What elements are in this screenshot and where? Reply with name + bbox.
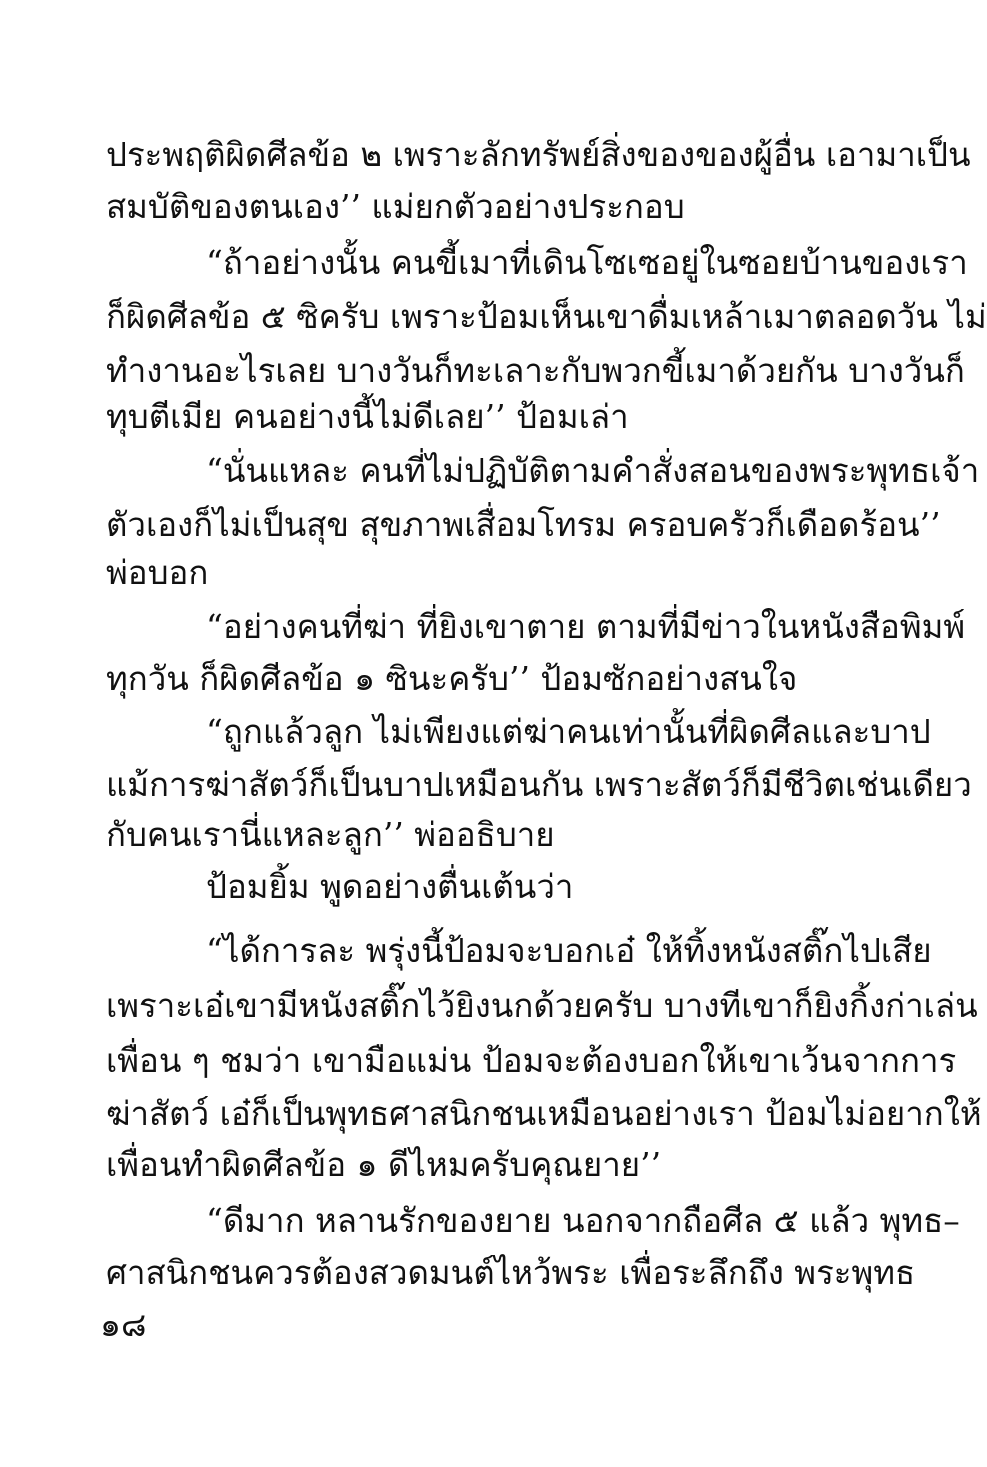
text-line: เพื่อน ๆ ชมว่า เขามือแม่น ป้อมจะต้องบอกให้เขาเว้นจากการ	[106, 1041, 957, 1080]
text-line: “ได้การละ พรุ่งนี้ป้อมจะบอกเอ๋ ให้ทิ้งหนังสติ๊กไปเสีย	[206, 931, 932, 970]
text-line: ก็ผิดศีลข้อ ๕ ซิครับ เพราะป้อมเห็นเขาดื่มเหล้าเมาตลอดวัน ไม่	[106, 297, 987, 336]
text-line: ทำงานอะไรเลย บางวันก็ทะเลาะกับพวกขี้เมาด้วยกัน บางวันก็	[106, 351, 965, 390]
text-line: “นั่นแหละ คนที่ไม่ปฏิบัติตามคำสั่งสอนของพระพุทธเจ้า	[206, 451, 980, 490]
text-line: กับคนเรานี่แหละลูก’’ พ่ออธิบาย	[106, 815, 555, 854]
text-line: “ดีมาก หลานรักของยาย นอกจากถือศีล ๕ แล้ว พุทธ–	[206, 1201, 960, 1240]
text-line: “ถูกแล้วลูก ไม่เพียงแต่ฆ่าคนเท่านั้นที่ผิดศีลและบาป	[206, 712, 931, 751]
page-number: ๑๘	[100, 1305, 147, 1344]
text-line: เพื่อนทำผิดศีลข้อ ๑ ดีไหมครับคุณยาย’’	[106, 1145, 662, 1184]
text-line: สมบัติของตนเอง’’ แม่ยกตัวอย่างประกอบ	[106, 187, 685, 226]
text-line: ประพฤติผิดศีลข้อ ๒ เพราะลักทรัพย์สิ่งของของผู้อื่น เอามาเป็น	[106, 135, 971, 174]
text-line: แม้การฆ่าสัตว์ก็เป็นบาปเหมือนกัน เพราะสัตว์ก็มีชีวิตเช่นเดียว	[106, 765, 972, 804]
text-line: “ถ้าอย่างนั้น คนขี้เมาที่เดินโซเซอยู่ในซอยบ้านของเรา	[206, 243, 968, 282]
text-line: ป้อมยิ้ม พูดอย่างตื่นเต้นว่า	[206, 867, 574, 906]
text-line: ฆ่าสัตว์ เอ๋ก็เป็นพุทธศาสนิกชนเหมือนอย่างเรา ป้อมไม่อยากให้	[106, 1094, 982, 1133]
text-line: ตัวเองก็ไม่เป็นสุข สุขภาพเสื่อมโทรม ครอบครัวก็เดือดร้อน’’	[106, 505, 941, 544]
text-line: ทุบตีเมีย คนอย่างนี้ไม่ดีเลย’’ ป้อมเล่า	[106, 397, 629, 436]
text-line: ทุกวัน ก็ผิดศีลข้อ ๑ ซินะครับ’’ ป้อมซักอย่างสนใจ	[106, 659, 798, 698]
text-line: พ่อบอก	[106, 553, 209, 592]
text-line: เพราะเอ๋เขามีหนังสติ๊กไว้ยิงนกด้วยครับ บางทีเขาก็ยิงกิ้งก่าเล่น	[106, 986, 978, 1025]
text-line: “อย่างคนที่ฆ่า ที่ยิงเขาตาย ตามที่มีข่าวในหนังสือพิมพ์	[206, 607, 966, 646]
text-line: ศาสนิกชนควรต้องสวดมนต์ไหว้พระ เพื่อระลึกถึง พระพุทธ	[106, 1253, 916, 1292]
